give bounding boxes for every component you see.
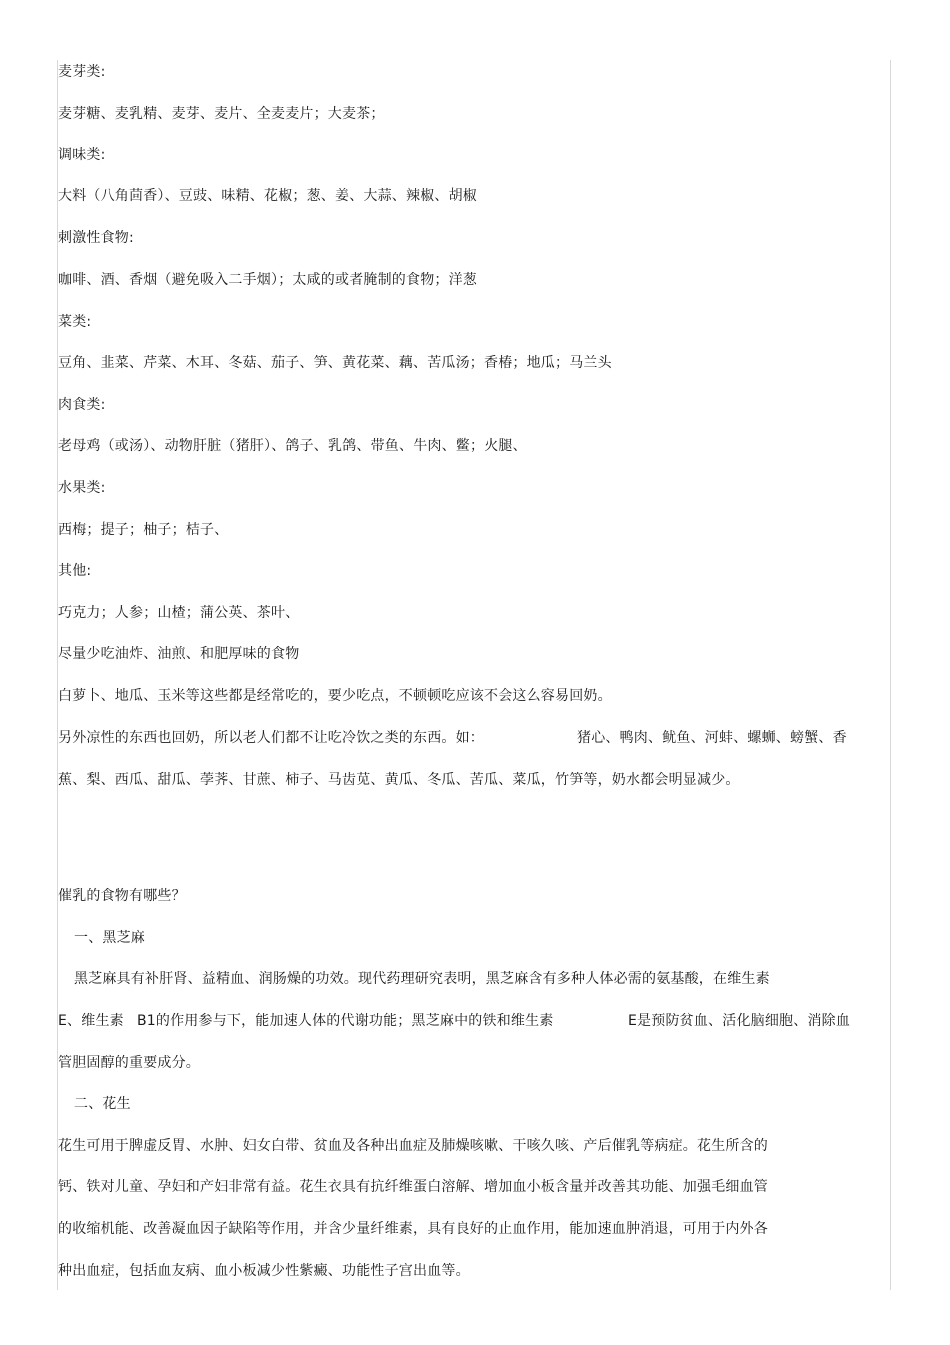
item2-para-line4: 种出血症，包括血友病、血小板减少性紫癜、功能性子宫出血等。 (58, 1263, 470, 1279)
seasoning-items: 大料（八角茴香）、豆豉、味精、花椒；葱、姜、大蒜、辣椒、胡椒 (58, 188, 477, 204)
item1-para-line1: 黑芝麻具有补肝肾、益精血、润肠燥的功效。现代药理研究表明，黑芝麻含有多种人体必需的氨基酸，在维生素 (74, 971, 770, 987)
item2-para-line1: 花生可用于脾虚反胃、水肿、妇女白带、贫血及各种出血症及肺燥咳嗽、干咳久咳、产后催乳等病症。花生所含的 (58, 1138, 768, 1154)
right-margin-rule (890, 60, 891, 1290)
item1-title: 一、黑芝麻 (74, 930, 145, 946)
item1-para-line2b: B1的作用参与下，能加速人体的代谢功能；黑芝麻中的铁和维生素 (137, 1013, 554, 1029)
item2-title: 二、花生 (74, 1096, 131, 1112)
fruit-items: 西梅；提子；柚子；桔子、 (58, 522, 229, 538)
malt-items: 麦芽糖、麦乳精、麦芽、麦片、全麦麦片；大麦茶； (58, 106, 385, 122)
note-cold-food-line1 (58, 728, 484, 748)
item1-para-line2a: E、维生素 (58, 1013, 124, 1029)
irritant-heading: 刺激性食物: (58, 230, 134, 246)
item2-para-line2: 钙、铁对儿童、孕妇和产妇非常有益。花生衣具有抗纤维蛋白溶解、增加血小板含量并改善其功能、加强毛细血管 (58, 1179, 768, 1195)
item1-para-line3: 管胆固醇的重要成分。 (58, 1055, 200, 1071)
note-fried-food: 尽量少吃油炸、油煎、和肥厚味的食物 (58, 646, 300, 662)
irritant-items: 咖啡、酒、香烟（避免吸入二手烟）；太咸的或者腌制的食物；洋葱 (58, 272, 477, 288)
fruit-heading: 水果类: (58, 480, 106, 496)
note-cold-food-list: 猪心、鸭肉、鱿鱼、河蚌、螺蛳、螃蟹、香 (577, 730, 847, 746)
note-cold-food-intro: 另外凉性的东西也回奶，所以老人们都不让吃冷饮之类的东西。如： (58, 730, 484, 746)
lactation-question: 催乳的食物有哪些？ (58, 888, 186, 904)
other-items: 巧克力；人参；山楂；蒲公英、茶叶、 (58, 605, 300, 621)
note-cold-food-line2: 蕉、梨、西瓜、甜瓜、荸荠、甘蔗、柿子、马齿苋、黄瓜、冬瓜、苦瓜、菜瓜，竹笋等，奶水都会明显减少。 (58, 772, 740, 788)
meat-items: 老母鸡（或汤）、动物肝脏（猪肝）、鸽子、乳鸽、带鱼、牛肉、鳖；火腿、 (58, 438, 527, 454)
meat-heading: 肉食类: (58, 397, 106, 413)
malt-heading: 麦芽类: (58, 64, 106, 80)
seasoning-heading: 调味类: (58, 147, 106, 163)
veg-heading: 菜类: (58, 314, 92, 330)
veg-items: 豆角、韭菜、芹菜、木耳、冬菇、茄子、笋、黄花菜、藕、苦瓜汤；香椿；地瓜；马兰头 (58, 355, 612, 371)
item2-para-line3: 的收缩机能、改善凝血因子缺陷等作用，并含少量纤维素，具有良好的止血作用，能加速血肿消退，可用于内外各 (58, 1221, 768, 1237)
item1-para-line2c: E是预防贫血、活化脑细胞、消除血 (628, 1013, 851, 1029)
note-radish: 白萝卜、地瓜、玉米等这些都是经常吃的，要少吃点，不顿顿吃应该不会这么容易回奶。 (58, 688, 612, 704)
other-heading: 其他: (58, 563, 92, 579)
